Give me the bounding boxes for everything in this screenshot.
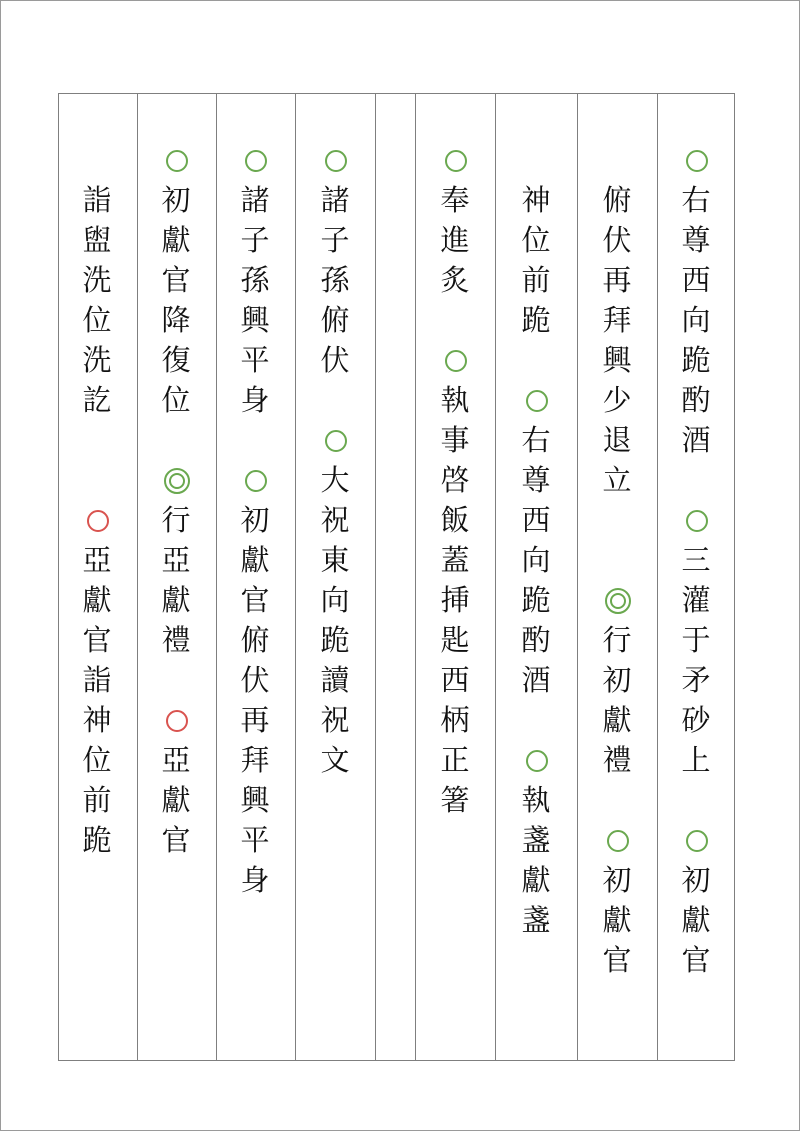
character: 跪	[681, 343, 711, 377]
character: 位	[82, 303, 112, 337]
spacer	[67, 420, 127, 460]
character: 初	[240, 503, 270, 537]
character: 跪	[82, 823, 112, 857]
spacer	[666, 780, 726, 820]
character: 少	[602, 383, 632, 417]
character: 洗	[82, 343, 112, 377]
text-column	[666, 140, 726, 1050]
character: 退	[602, 423, 632, 457]
character: 伏	[240, 663, 270, 697]
character: 子	[320, 223, 350, 257]
character: 正	[440, 743, 470, 777]
character: 平	[240, 823, 270, 857]
character: 尊	[521, 463, 551, 497]
circle-mark-icon	[146, 140, 206, 180]
character: 上	[681, 743, 711, 777]
character: 獻	[602, 703, 632, 737]
double-circle-mark-icon	[587, 580, 647, 620]
text-column	[425, 140, 485, 1050]
character: 身	[240, 863, 270, 897]
spacer	[67, 460, 127, 500]
character: 灌	[681, 583, 711, 617]
character: 孫	[320, 263, 350, 297]
character: 官	[681, 943, 711, 977]
character: 獻	[602, 903, 632, 937]
character: 伏	[602, 223, 632, 257]
character: 伏	[320, 343, 350, 377]
character: 身	[240, 383, 270, 417]
character: 西	[681, 263, 711, 297]
double-circle-mark-icon	[146, 460, 206, 500]
character: 俯	[320, 303, 350, 337]
character: 獻	[161, 223, 191, 257]
spacer	[506, 140, 566, 180]
character: 獻	[521, 863, 551, 897]
text-column	[587, 140, 647, 1050]
text-column	[305, 140, 365, 1050]
character: 執	[521, 783, 551, 817]
spacer	[506, 700, 566, 740]
character: 官	[161, 823, 191, 857]
character: 俯	[240, 623, 270, 657]
character: 訖	[82, 383, 112, 417]
character: 尊	[681, 223, 711, 257]
column-rule	[495, 93, 496, 1061]
character: 孫	[240, 263, 270, 297]
character: 官	[161, 263, 191, 297]
character: 執	[440, 383, 470, 417]
character: 向	[521, 543, 551, 577]
character: 降	[161, 303, 191, 337]
character: 位	[82, 743, 112, 777]
circle-mark-icon	[506, 740, 566, 780]
spacer	[146, 420, 206, 460]
text-column	[146, 140, 206, 1050]
character: 詣	[82, 663, 112, 697]
character: 于	[681, 623, 711, 657]
character: 酌	[681, 383, 711, 417]
character: 跪	[521, 583, 551, 617]
red-circle-mark-icon	[146, 700, 206, 740]
character: 初	[681, 863, 711, 897]
character: 禮	[602, 743, 632, 777]
character: 矛	[681, 663, 711, 697]
character: 行	[161, 503, 191, 537]
spacer	[666, 460, 726, 500]
character: 神	[521, 183, 551, 217]
character: 再	[240, 703, 270, 737]
text-column	[225, 140, 285, 1050]
character: 興	[602, 343, 632, 377]
character: 祝	[320, 703, 350, 737]
character: 向	[320, 583, 350, 617]
character: 酒	[521, 663, 551, 697]
character: 位	[521, 223, 551, 257]
circle-mark-icon	[425, 140, 485, 180]
character: 官	[82, 623, 112, 657]
spacer	[587, 500, 647, 540]
character: 西	[521, 503, 551, 537]
character: 祝	[320, 503, 350, 537]
character: 西	[440, 663, 470, 697]
character: 平	[240, 343, 270, 377]
character: 東	[320, 543, 350, 577]
character: 官	[240, 583, 270, 617]
character: 炙	[440, 263, 470, 297]
character: 再	[602, 263, 632, 297]
circle-mark-icon	[666, 140, 726, 180]
character: 前	[82, 783, 112, 817]
spacer	[587, 780, 647, 820]
character: 酒	[681, 423, 711, 457]
character: 初	[602, 863, 632, 897]
character: 箸	[440, 783, 470, 817]
column-rule	[216, 93, 217, 1061]
circle-mark-icon	[425, 340, 485, 380]
spacer	[146, 660, 206, 700]
character: 初	[602, 663, 632, 697]
character: 亞	[161, 743, 191, 777]
circle-mark-icon	[666, 820, 726, 860]
red-circle-mark-icon	[67, 500, 127, 540]
character: 讀	[320, 663, 350, 697]
spacer	[506, 340, 566, 380]
character: 三	[681, 543, 711, 577]
character: 蓋	[440, 543, 470, 577]
character: 初	[161, 183, 191, 217]
spacer	[225, 420, 285, 460]
column-rule	[137, 93, 138, 1061]
character: 俯	[602, 183, 632, 217]
spacer	[587, 140, 647, 180]
character: 獻	[681, 903, 711, 937]
circle-mark-icon	[305, 140, 365, 180]
character: 盞	[521, 823, 551, 857]
character: 位	[161, 383, 191, 417]
character: 諸	[240, 183, 270, 217]
circle-mark-icon	[305, 420, 365, 460]
character: 大	[320, 463, 350, 497]
character: 前	[521, 263, 551, 297]
character: 右	[521, 423, 551, 457]
character: 挿	[440, 583, 470, 617]
circle-mark-icon	[506, 380, 566, 420]
character: 進	[440, 223, 470, 257]
character: 獻	[161, 783, 191, 817]
character: 詣	[82, 183, 112, 217]
character: 行	[602, 623, 632, 657]
circle-mark-icon	[225, 140, 285, 180]
character: 拜	[240, 743, 270, 777]
character: 事	[440, 423, 470, 457]
text-column	[365, 140, 425, 1050]
text-column	[67, 140, 127, 1050]
spacer	[67, 140, 127, 180]
character: 跪	[320, 623, 350, 657]
character: 神	[82, 703, 112, 737]
character: 向	[681, 303, 711, 337]
character: 柄	[440, 703, 470, 737]
character: 奉	[440, 183, 470, 217]
character: 右	[681, 183, 711, 217]
character: 子	[240, 223, 270, 257]
character: 復	[161, 343, 191, 377]
character: 文	[320, 743, 350, 777]
character: 酌	[521, 623, 551, 657]
character: 洗	[82, 263, 112, 297]
character: 獻	[240, 543, 270, 577]
character: 禮	[161, 623, 191, 657]
character: 亞	[82, 543, 112, 577]
character: 興	[240, 303, 270, 337]
character: 諸	[320, 183, 350, 217]
character: 飯	[440, 503, 470, 537]
character: 盞	[521, 903, 551, 937]
character: 盥	[82, 223, 112, 257]
column-rule	[657, 93, 658, 1061]
circle-mark-icon	[587, 820, 647, 860]
column-rule	[295, 93, 296, 1061]
character: 啓	[440, 463, 470, 497]
character: 砂	[681, 703, 711, 737]
character: 跪	[521, 303, 551, 337]
character: 亞	[161, 543, 191, 577]
text-column	[506, 140, 566, 1050]
column-rule	[577, 93, 578, 1061]
character: 獻	[161, 583, 191, 617]
character: 興	[240, 783, 270, 817]
circle-mark-icon	[666, 500, 726, 540]
character: 立	[602, 463, 632, 497]
circle-mark-icon	[225, 460, 285, 500]
spacer	[587, 540, 647, 580]
character: 匙	[440, 623, 470, 657]
spacer	[425, 300, 485, 340]
spacer	[305, 380, 365, 420]
character: 獻	[82, 583, 112, 617]
character: 拜	[602, 303, 632, 337]
character: 官	[602, 943, 632, 977]
